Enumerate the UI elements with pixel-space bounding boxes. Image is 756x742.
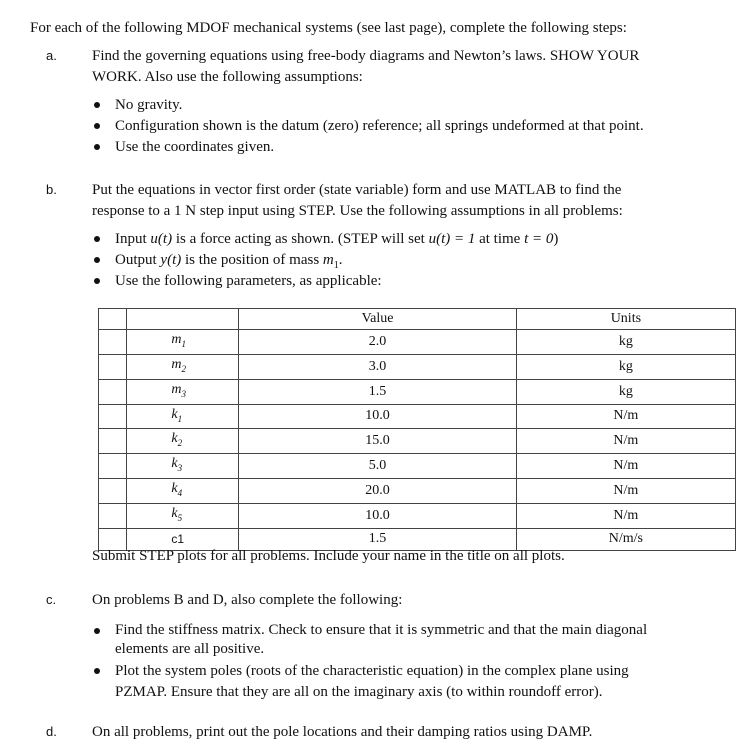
- table-cell-blank: [99, 404, 127, 429]
- table-cell-unit: N/m: [516, 478, 735, 503]
- table-header-units: Units: [516, 309, 735, 330]
- table-cell-symbol: [127, 379, 239, 404]
- table-cell-unit: kg: [516, 379, 735, 404]
- section-a-bullet-3: Use the coordinates given.: [115, 139, 275, 155]
- table-cell-blank: [99, 454, 127, 479]
- table-cell-blank: [99, 478, 127, 503]
- bullet2-text-a: Output: [115, 252, 161, 268]
- parameter-symbol: k: [171, 480, 178, 496]
- bullet-icon: [94, 236, 100, 242]
- parameter-subscript: 3: [177, 462, 183, 473]
- bullet2-math-m: m: [322, 252, 334, 268]
- parameter-subscript: 2: [181, 363, 186, 374]
- parameter-symbol: k: [171, 431, 178, 447]
- section-c-line1: On problems B and D, also complete the following:: [92, 592, 403, 608]
- bullet1-text-a: Input: [115, 231, 151, 247]
- table-cell-symbol: [127, 330, 239, 355]
- section-c-bullet-2-line2: PZMAP. Ensure that they are all on the imaginary axis (to within roundoff error).: [115, 684, 603, 700]
- bullet-icon: [94, 257, 100, 263]
- table-cell-unit: N/m: [516, 404, 735, 429]
- bullet-icon: [94, 278, 100, 284]
- intro-text: For each of the following MDOF mechanical systems (see last page), complete the following steps:: [30, 20, 627, 36]
- parameter-symbol: m: [171, 381, 182, 397]
- table-cell-value: 10.0: [239, 404, 516, 429]
- bullet1-math-u: u(t): [150, 231, 173, 247]
- table-cell-symbol: [127, 354, 239, 379]
- table-header-symbol: [127, 309, 239, 330]
- table-cell-value: 2.0: [239, 330, 516, 355]
- parameter-symbol: c1: [171, 531, 185, 546]
- table-cell-unit: kg: [516, 330, 735, 355]
- bullet1-text-g: ): [553, 231, 559, 247]
- table-row: [99, 478, 736, 503]
- section-d-line1: On all problems, print out the pole locations and their damping ratios using DAMP.: [92, 724, 593, 740]
- bullet-icon: [94, 628, 100, 634]
- table-row: [99, 404, 736, 429]
- parameter-symbol: m: [171, 332, 182, 348]
- section-a-bullet-2: Configuration shown is the datum (zero) reference; all springs undeformed at that point.: [115, 118, 644, 134]
- table-row: [99, 429, 736, 454]
- section-b-line2: response to a 1 N step input using STEP. Use the following assumptions in all problems:: [92, 203, 623, 219]
- table-cell-unit: N/m: [516, 429, 735, 454]
- section-b-line1: Put the equations in vector first order (state variable) form and use MATLAB to find the: [92, 182, 622, 198]
- bullet-icon: [94, 668, 100, 674]
- table-cell-blank: [99, 379, 127, 404]
- bullet2-math-y: y(t): [160, 252, 182, 268]
- table-cell-blank: [99, 330, 127, 355]
- table-cell-symbol: [127, 503, 239, 528]
- section-c-bullet-1-line2: elements are all positive.: [115, 641, 265, 657]
- table-cell-symbol: [127, 429, 239, 454]
- table-cell-value: 20.0: [239, 478, 516, 503]
- table-cell-unit: N/m: [516, 503, 735, 528]
- table-cell-blank: [99, 429, 127, 454]
- parameter-subscript: 4: [177, 487, 183, 498]
- table-row: [99, 503, 736, 528]
- table-header-value: Value: [239, 309, 516, 330]
- section-c-bullet-1-line1: Find the stiffness matrix. Check to ensure that it is symmetric and that the main diagonal: [115, 622, 648, 638]
- table-cell-unit: N/m: [516, 454, 735, 479]
- bullet-icon: [94, 102, 100, 108]
- section-a-line2: WORK. Also use the following assumptions:: [92, 69, 363, 85]
- bullet1-text-e: at time: [475, 231, 525, 247]
- parameter-symbol: k: [171, 456, 178, 472]
- table-cell-unit: N/m/s: [516, 528, 735, 550]
- bullet1-math-t: t = 0: [524, 231, 554, 247]
- parameter-subscript: 3: [181, 388, 186, 399]
- table-cell-symbol: [127, 478, 239, 503]
- bullet1-math-u-equals: u(t) = 1: [428, 231, 476, 247]
- table-cell-value: 10.0: [239, 503, 516, 528]
- table-cell-value: 15.0: [239, 429, 516, 454]
- section-d-letter: d.: [46, 724, 57, 739]
- section-a-line1: Find the governing equations using free-body diagrams and Newton’s laws. SHOW YOUR: [92, 48, 640, 64]
- table-row: [99, 379, 736, 404]
- table-row: [99, 354, 736, 379]
- parameter-symbol: m: [171, 356, 182, 372]
- parameter-subscript: 1: [177, 413, 183, 424]
- parameter-symbol: k: [171, 505, 178, 521]
- bullet2-text-c: is the position of mass: [181, 252, 323, 268]
- bullet-icon: [94, 144, 100, 150]
- parameter-subscript: 1: [181, 338, 186, 349]
- section-a-letter: a.: [46, 48, 57, 63]
- parameter-subscript: 2: [177, 438, 183, 449]
- section-b-letter: b.: [46, 182, 57, 197]
- parameters-table: [98, 308, 736, 551]
- parameter-symbol: k: [171, 406, 178, 422]
- bullet-icon: [94, 123, 100, 129]
- table-cell-value: 3.0: [239, 354, 516, 379]
- table-row: [99, 330, 736, 355]
- bullet1-text-c: is a force acting as shown. (STEP will set: [172, 231, 429, 247]
- table-cell-symbol: [127, 454, 239, 479]
- table-cell-unit: kg: [516, 354, 735, 379]
- table-cell-symbol: [127, 404, 239, 429]
- table-header-row: [99, 309, 736, 330]
- section-b-bullet-3: Use the following parameters, as applicable:: [115, 273, 382, 289]
- section-c-bullet-2-line1: Plot the system poles (roots of the characteristic equation) in the complex plane using: [115, 663, 629, 679]
- table-cell-blank: [99, 354, 127, 379]
- section-b-bullet-1: [115, 229, 558, 249]
- table-header-blank: [99, 309, 127, 330]
- section-c-letter: c.: [46, 592, 57, 607]
- submit-instructions: Submit STEP plots for all problems. Include your name in the title on all plots.: [92, 548, 565, 564]
- bullet2-math-sub: 1: [333, 260, 339, 271]
- section-a-bullet-1: No gravity.: [115, 97, 183, 113]
- table-cell-value: 1.5: [239, 528, 516, 550]
- table-cell-value: 5.0: [239, 454, 516, 479]
- table-cell-blank: [99, 503, 127, 528]
- parameter-subscript: 5: [177, 512, 183, 523]
- table-row: [99, 454, 736, 479]
- bullet2-text-f: .: [338, 252, 343, 268]
- table-cell-value: 1.5: [239, 379, 516, 404]
